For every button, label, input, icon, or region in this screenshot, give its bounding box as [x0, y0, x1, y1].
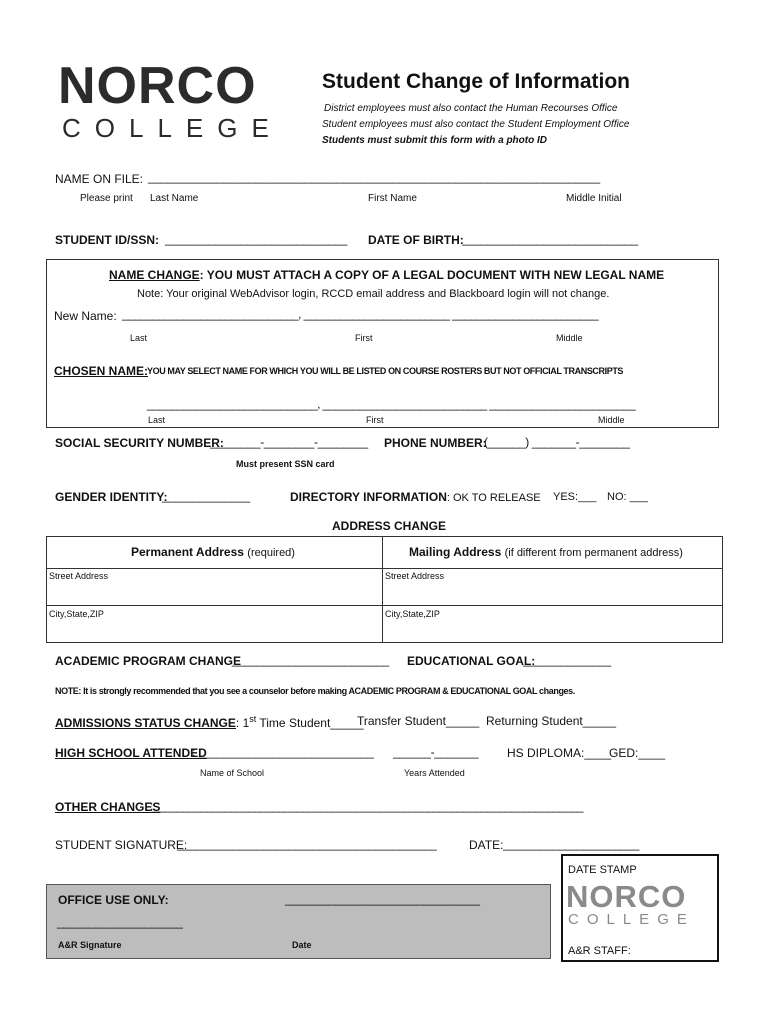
mailing-city-caption: City,State,ZIP: [385, 609, 440, 619]
ged-field[interactable]: GED:____: [609, 746, 666, 760]
directory-information-release: : OK TO RELEASE: [446, 492, 541, 504]
directory-yes-field[interactable]: YES:___: [553, 491, 597, 503]
chosen-name-label: CHOSEN NAME:: [54, 364, 149, 378]
student-signature-label: STUDENT SIGNATURE:: [55, 838, 188, 852]
chosen-name-middle-caption: Middle: [598, 415, 625, 425]
chosen-name-field[interactable]: ____________________________, ___________________________ ________________________: [147, 397, 636, 411]
header-note-student-employees: Student employees must also contact the Student Employment Office: [322, 119, 630, 130]
gender-identity-label: GENDER IDENTITY:: [55, 490, 168, 504]
form-title: Student Change of Information: [322, 70, 630, 93]
admissions-status-row: [55, 714, 364, 730]
permanent-address-title: [131, 545, 295, 559]
stamp-logo-top: NORCO: [566, 879, 687, 914]
educational-goal-label: EDUCATIONAL GOAL:: [407, 654, 536, 668]
last-name-caption: Last Name: [150, 193, 199, 204]
first-time-student-option[interactable]: : 1st Time Student_____: [235, 714, 364, 730]
office-date-caption: Date: [292, 940, 312, 950]
mailing-street-caption: Street Address: [385, 571, 445, 581]
phone-label: PHONE NUMBER:: [384, 436, 487, 450]
stamp-logo-bottom: COLLEGE: [568, 911, 695, 928]
name-of-school-caption: Name of School: [200, 768, 265, 778]
name-change-heading: [109, 268, 664, 282]
date-stamp-title: DATE STAMP: [568, 864, 637, 876]
permanent-address-note: (required): [247, 547, 295, 559]
other-changes-label: OTHER CHANGES: [55, 800, 161, 814]
permanent-city-caption: City,State,ZIP: [49, 609, 104, 619]
signature-date-label: DATE:: [469, 838, 504, 852]
dob-field[interactable]: ____________________________: [462, 232, 638, 246]
mailing-address-label: Mailing Address: [409, 545, 502, 559]
permanent-street-caption: Street Address: [49, 571, 109, 581]
ssn-field[interactable]: ________-________-________: [210, 435, 368, 449]
college-logo-top: NORCO: [58, 57, 257, 115]
ar-signature-caption: A&R Signature: [58, 940, 122, 950]
please-print-label: Please print: [80, 193, 133, 204]
directory-no-field[interactable]: NO: ___: [607, 491, 648, 503]
new-name-last-caption: Last: [130, 333, 148, 343]
counselor-note: NOTE: It is strongly recommended that you see a counselor before making ACADEMIC PROGRAM & EDUCATIONAL GOAL changes.: [55, 686, 575, 696]
chosen-name-first-caption: First: [366, 415, 384, 425]
first-name-caption: First Name: [368, 193, 417, 204]
college-logo-bottom: COLLEGE: [62, 113, 283, 143]
phone-field[interactable]: (______) _______-________: [484, 435, 630, 449]
name-change-heading-underlined: NAME CHANGE: [109, 268, 200, 282]
student-signature-field[interactable]: __________________________________________: [177, 837, 437, 851]
new-name-label: New Name:: [54, 309, 117, 323]
academic-program-label: ACADEMIC PROGRAM CHANGE: [55, 654, 241, 668]
new-name-middle-caption: Middle: [556, 333, 583, 343]
name-change-note: Note: Your original WebAdvisor login, RCCD email address and Blackboard login will not change.: [137, 288, 610, 300]
academic-program-field[interactable]: :_________________________: [229, 653, 389, 667]
admissions-status-label: ADMISSIONS STATUS CHANGE: [55, 716, 236, 730]
returning-student-option[interactable]: Returning Student_____: [486, 714, 617, 728]
name-on-file-field[interactable]: ________________________________________________________________________: [148, 170, 600, 184]
years-attended-caption: Years Attended: [404, 768, 465, 778]
middle-initial-caption: Middle Initial: [566, 193, 622, 204]
hs-diploma-field[interactable]: HS DIPLOMA:____: [507, 746, 612, 760]
years-attended-field[interactable]: ______-_______: [393, 745, 479, 759]
new-name-field[interactable]: _____________________________, ________________________ ________________________: [122, 307, 598, 321]
mailing-address-title: [409, 545, 683, 559]
ssn-label: SOCIAL SECURITY NUMBER:: [55, 436, 224, 450]
signature-date-field[interactable]: ______________________: [503, 837, 639, 851]
other-changes-field[interactable]: :________________________________________________________________________: [150, 799, 583, 813]
office-use-label: OFFICE USE ONLY:: [58, 893, 169, 907]
student-id-label: STUDENT ID/SSN:: [55, 233, 160, 247]
student-id-field[interactable]: _____________________________: [165, 232, 347, 246]
header-note-district: District employees must also contact the Human Recourses Office: [324, 103, 618, 114]
office-date-field[interactable]: _______________________________: [285, 892, 480, 906]
educational-goal-field[interactable]: ______________: [523, 653, 611, 667]
ar-staff-label: A&R STAFF:: [568, 945, 631, 957]
name-on-file-label: NAME ON FILE:: [55, 172, 144, 186]
dob-label: DATE OF BIRTH:: [368, 233, 464, 247]
mailing-address-note: (if different from permanent address): [504, 547, 683, 559]
directory-information-label: DIRECTORY INFORMATION: [290, 490, 447, 504]
name-change-heading-rest: : YOU MUST ATTACH A COPY OF A LEGAL DOCUMENT WITH NEW LEGAL NAME: [199, 268, 665, 282]
gender-identity-field[interactable]: ______________: [162, 489, 250, 503]
new-name-first-caption: First: [355, 333, 373, 343]
address-change-heading: ADDRESS CHANGE: [332, 519, 447, 533]
high-school-name-field[interactable]: : ____________________________: [192, 745, 374, 759]
ar-signature-field[interactable]: ____________________: [57, 915, 183, 929]
high-school-label: HIGH SCHOOL ATTENDED: [55, 746, 207, 760]
ssn-card-note: Must present SSN card: [236, 459, 335, 469]
header-note-photo-id: Students must submit this form with a photo ID: [322, 135, 547, 146]
transfer-student-option[interactable]: Transfer Student_____: [357, 714, 480, 728]
permanent-address-label: Permanent Address: [131, 545, 244, 559]
chosen-name-last-caption: Last: [148, 415, 166, 425]
chosen-name-description: YOU MAY SELECT NAME FOR WHICH YOU WILL BE LISTED ON COURSE ROSTERS BUT NOT OFFICIAL TRANSCRIPTS: [147, 366, 624, 376]
directory-information: [290, 490, 541, 504]
